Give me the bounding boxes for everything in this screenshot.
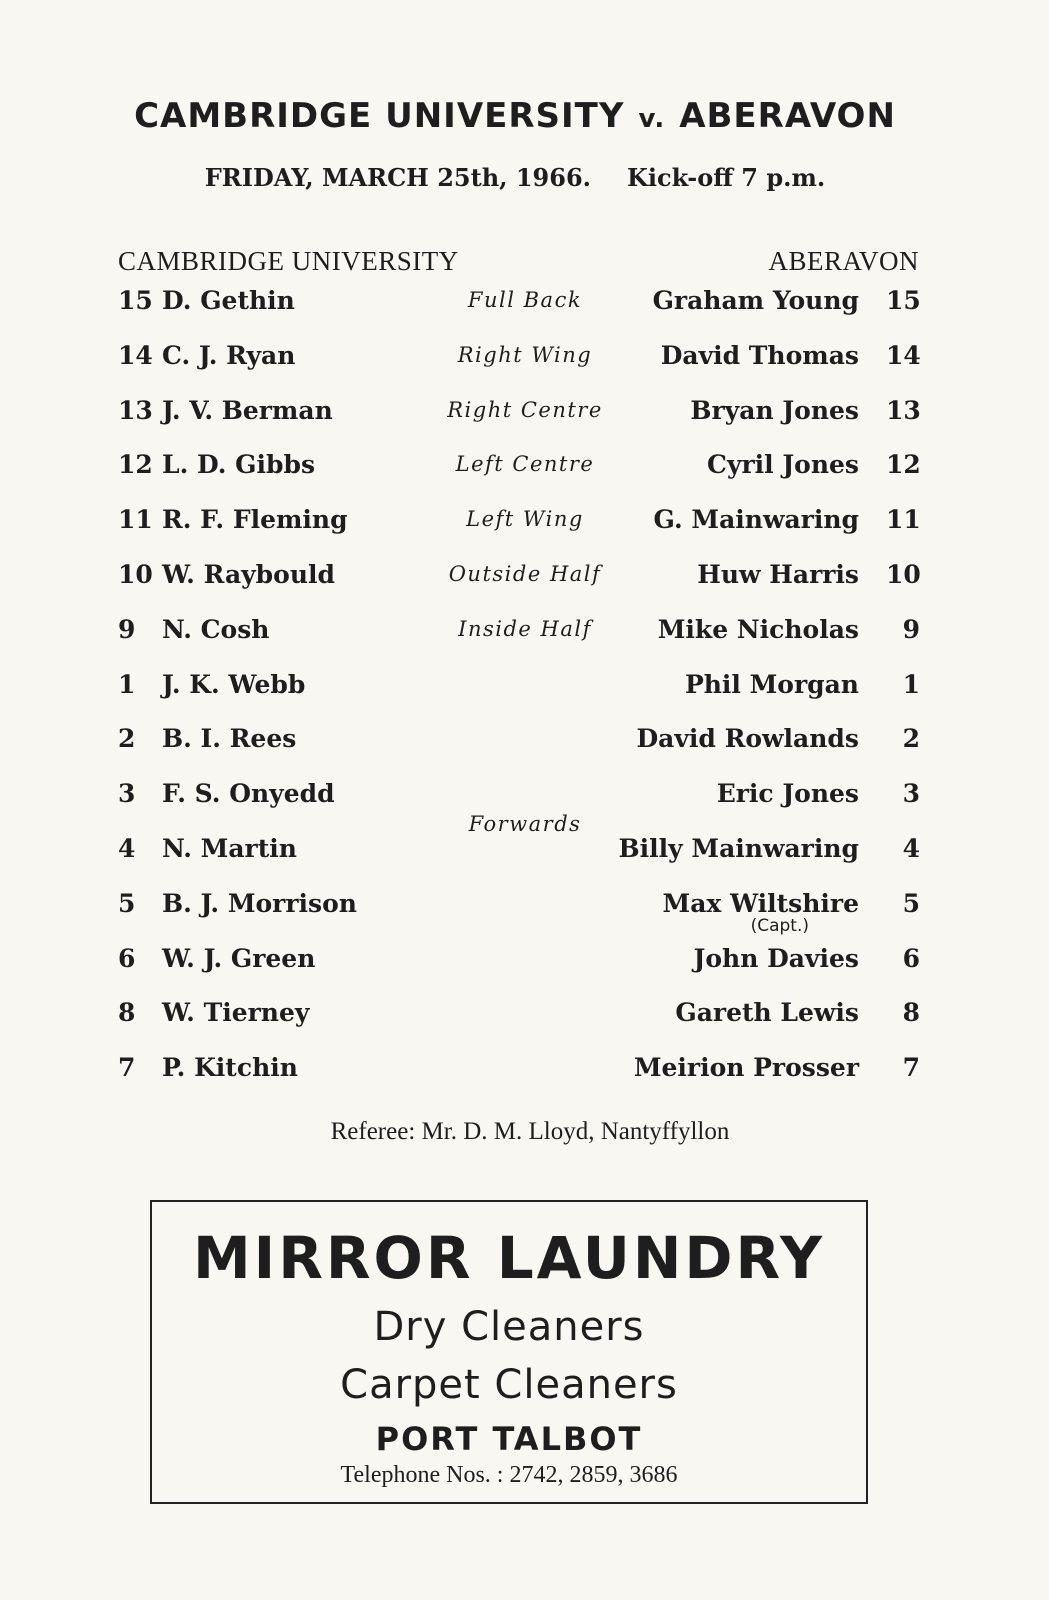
- left-player-number: 1: [118, 670, 136, 699]
- kickoff-time: Kick-off 7 p.m.: [627, 163, 826, 192]
- advert-service-1: Dry Cleaners: [373, 1304, 645, 1350]
- match-date: FRIDAY, MARCH 25th, 1966.: [204, 163, 592, 192]
- right-team-heading: ABERAVON: [768, 246, 919, 276]
- right-player-name: Eric Jones: [716, 779, 859, 808]
- left-player-number: 11: [118, 505, 153, 534]
- position-label: Right Wing: [457, 343, 593, 367]
- team-b-title: ABERAVON: [679, 96, 896, 136]
- right-player-name: Mike Nicholas: [657, 615, 859, 644]
- lineup-row: [0, 944, 1049, 984]
- left-player-number: 2: [118, 724, 136, 753]
- right-player-number: 11: [886, 505, 921, 534]
- team-a-title: CAMBRIDGE UNIVERSITY: [134, 96, 625, 136]
- forwards-label: Forwards: [468, 812, 582, 836]
- right-player-name: Max Wiltshire: [662, 889, 859, 918]
- left-player-name: N. Martin: [162, 834, 297, 863]
- left-player-number: 3: [118, 779, 136, 808]
- lineup-row: [0, 834, 1049, 874]
- lineup-row: [0, 560, 1049, 600]
- right-player-number: 3: [902, 779, 920, 808]
- right-player-number: 10: [886, 560, 921, 589]
- left-player-name: W. Raybould: [162, 560, 335, 589]
- lineup-row: [0, 450, 1049, 490]
- lineup-row: [0, 341, 1049, 381]
- left-player-name: J. V. Berman: [162, 396, 333, 425]
- laundry-advert: [150, 1200, 868, 1504]
- right-player-number: 6: [902, 944, 920, 973]
- left-player-number: 10: [118, 560, 153, 589]
- right-player-name: Meirion Prosser: [633, 1053, 859, 1082]
- right-player-number: 7: [902, 1053, 920, 1082]
- lineup-row: [0, 998, 1049, 1038]
- left-player-number: 5: [118, 889, 136, 918]
- left-player-number: 14: [118, 341, 153, 370]
- left-player-name: C. J. Ryan: [162, 341, 296, 370]
- right-player-name: Phil Morgan: [684, 670, 859, 699]
- right-player-name: Huw Harris: [697, 560, 859, 589]
- referee-line: Referee: Mr. D. M. Lloyd, Nantyffyllon: [330, 1118, 730, 1145]
- left-player-name: W. J. Green: [162, 944, 316, 973]
- right-player-number: 5: [902, 889, 920, 918]
- left-player-name: N. Cosh: [162, 615, 270, 644]
- position-label: Right Centre: [447, 398, 603, 422]
- left-player-name: R. F. Fleming: [162, 505, 348, 534]
- left-player-number: 13: [118, 396, 153, 425]
- right-player-number: 12: [886, 450, 921, 479]
- right-player-number: 13: [886, 396, 921, 425]
- right-player-number: 4: [902, 834, 920, 863]
- left-player-name: D. Gethin: [162, 286, 295, 315]
- left-player-number: 12: [118, 450, 153, 479]
- left-player-name: L. D. Gibbs: [162, 450, 316, 479]
- right-player-number: 1: [902, 670, 920, 699]
- left-player-name: B. I. Rees: [162, 724, 297, 753]
- position-label: Left Centre: [455, 452, 595, 476]
- left-player-name: B. J. Morrison: [162, 889, 357, 918]
- right-player-name: Billy Mainwaring: [618, 834, 859, 863]
- left-player-number: 9: [118, 615, 136, 644]
- advert-service-2: Carpet Cleaners: [340, 1362, 678, 1408]
- position-label: Full Back: [467, 288, 583, 312]
- lineup-row: [0, 1053, 1049, 1093]
- captain-note: (Capt.): [750, 916, 809, 936]
- right-player-name: Cyril Jones: [707, 450, 859, 479]
- right-player-name: John Davies: [693, 944, 859, 973]
- left-player-name: P. Kitchin: [162, 1053, 298, 1082]
- match-date-line: [0, 163, 1030, 192]
- left-player-number: 7: [118, 1053, 136, 1082]
- right-player-name: Gareth Lewis: [675, 998, 859, 1027]
- left-player-number: 4: [118, 834, 136, 863]
- lineup-row: [0, 396, 1049, 436]
- left-player-number: 8: [118, 998, 136, 1027]
- left-player-name: J. K. Webb: [162, 670, 306, 699]
- position-label: Inside Half: [458, 617, 592, 641]
- right-player-number: 2: [902, 724, 920, 753]
- match-title: [0, 96, 1030, 136]
- right-player-name: G. Mainwaring: [653, 505, 859, 534]
- right-player-name: David Thomas: [660, 341, 859, 370]
- lineup-row: [0, 505, 1049, 545]
- right-player-name: Graham Young: [652, 286, 859, 315]
- right-player-name: David Rowlands: [636, 724, 859, 753]
- lineup-row: [0, 286, 1049, 326]
- advert-title: MIRROR LAUNDRY: [192, 1224, 826, 1292]
- lineup-row: [0, 889, 1049, 929]
- right-player-number: 9: [902, 615, 920, 644]
- position-label: Outside Half: [448, 562, 602, 586]
- position-label: Left Wing: [466, 507, 584, 531]
- versus-label: v.: [638, 104, 666, 134]
- left-team-heading: CAMBRIDGE UNIVERSITY: [118, 246, 459, 276]
- right-player-number: 8: [902, 998, 920, 1027]
- left-player-number: 6: [118, 944, 136, 973]
- lineup-row: [0, 724, 1049, 764]
- advert-location: PORT TALBOT: [375, 1420, 643, 1458]
- advert-phone: Telephone Nos. : 2742, 2859, 3686: [340, 1462, 678, 1488]
- left-player-name: F. S. Onyedd: [162, 779, 335, 808]
- right-player-number: 15: [886, 286, 921, 315]
- right-player-number: 14: [886, 341, 921, 370]
- lineup-row: [0, 670, 1049, 710]
- lineup-row: [0, 615, 1049, 655]
- left-player-name: W. Tierney: [162, 998, 310, 1027]
- left-player-number: 15: [118, 286, 153, 315]
- right-player-name: Bryan Jones: [690, 396, 859, 425]
